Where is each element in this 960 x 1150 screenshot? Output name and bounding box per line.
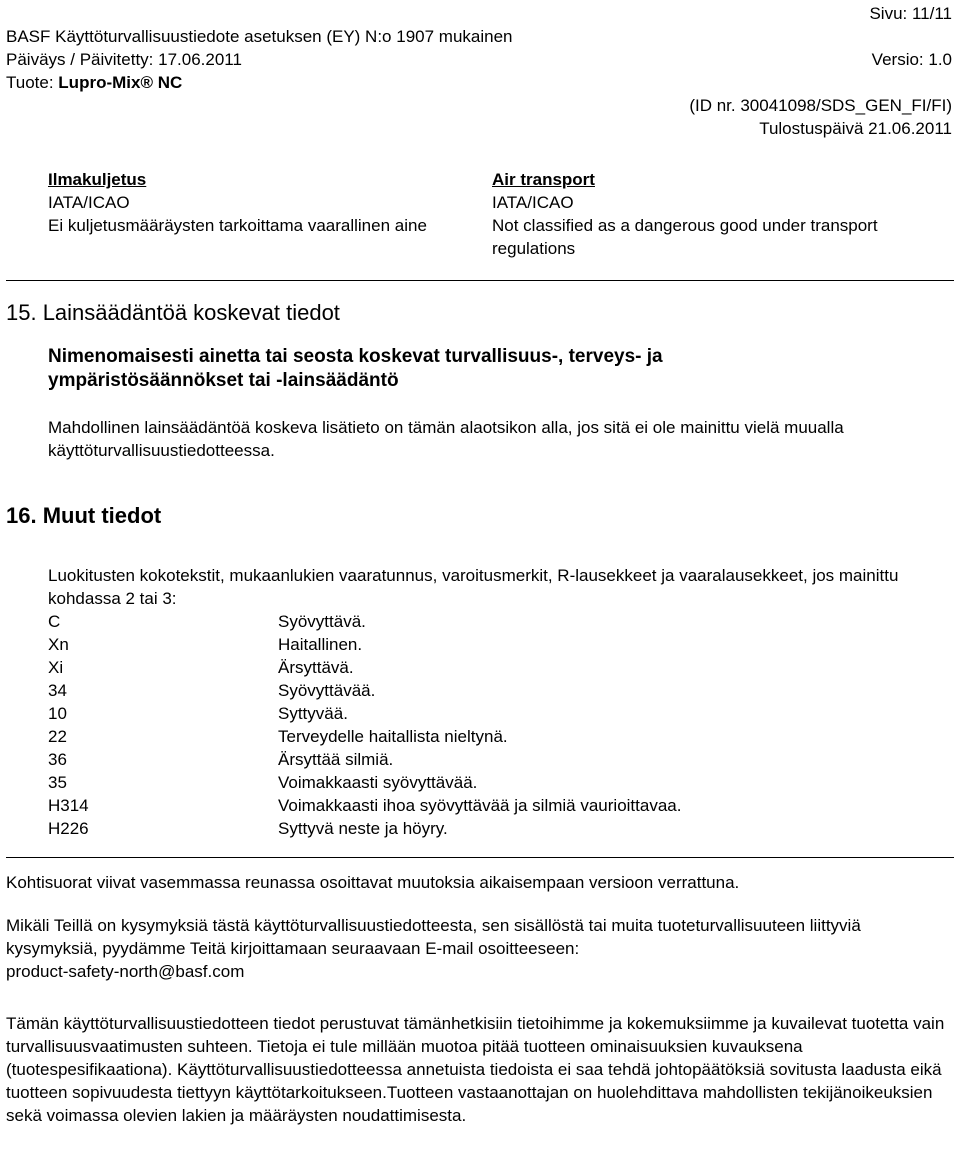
phrase-code: H226 [48,819,89,838]
phrase-text: Syttyvää. [278,704,348,723]
section-15-text: Mahdollinen lainsäädäntöä koskeva lisätieto on tämän alaotsikon alla, jos sitä ei ole mainittu vielä muualla käyttöturvallisuustiedotteessa. [48,418,844,460]
product-line [6,71,182,94]
document-title: BASF Käyttöturvallisuustiedote asetuksen (EY) N:o 1907 mukainen [6,27,513,46]
phrase-code: 36 [48,750,67,769]
air-transport-code-fi: IATA/ICAO [48,193,130,212]
change-note: Kohtisuorat viivat vasemmassa reunassa osoittavat muutoksia aikaisempaan versioon verrattuna. [6,873,740,892]
phrase-text: Haitallinen. [278,635,363,654]
product-name: Lupro-Mix® NC [58,73,183,92]
section-15-heading: 15. Lainsäädäntöä koskevat tiedot [6,300,340,325]
air-transport-code-en: IATA/ICAO [492,193,574,212]
contact-email: product-safety-north@basf.com [6,962,245,981]
phrase-code: Xi [48,658,64,677]
disclaimer-text: Tämän käyttöturvallisuustiedotteen tiedot perustuvat tämänhetkisiin tietoihimme ja kokemuksiimme ja kuvailevat tuotetta vain turvallisuusvaatimusten suhteen. Tietoja ei tule millään muotoa pitää tuotteen ominaisuuksien kuvauksena (tuotespesifikaationa). Käyttöturvallisuustiedotteessa annetuista tiedoista ei saa tehdä johtopäätöksiä sovitusta laadusta eikä tuotteen sopivuudesta tiettyyn käyttötarkoitukseen.Tuotteen vastaanottajan on huolehdittava mahdollisten tekijänoikeuksien sekä voimassa olevien lakien ja määräysten noudattimisesta. [6,1014,945,1125]
phrase-code: Xn [48,635,69,654]
phrase-code: C [48,612,61,631]
contact-text: Mikäli Teillä on kysymyksiä tästä käyttöturvallisuustiedotteesta, sen sisällöstä tai muita tuoteturvallisuuteen liittyviä kysymyksiä, pyydämme Teitä kirjoittamaan seuraavaan E-mail osoitteeseen: [6,916,861,958]
section-15-subheading: Nimenomaisesti ainetta tai seosta koskevat turvallisuus-, terveys- ja ympäristösäännökset tai -lainsäädäntö [48,346,663,391]
air-transport-text-fi: Ei kuljetusmääräysten tarkoittama vaarallinen aine [48,216,427,235]
page-number: Sivu: 11/11 [869,4,952,23]
section-16-heading: 16. Muut tiedot [6,503,162,528]
product-label: Tuote: [6,73,59,92]
revision-date: Päiväys / Päivitetty: 17.06.2011 [6,50,242,69]
phrase-text: Voimakkaasti syövyttävää. [278,773,478,792]
section-16-intro: Luokitusten kokotekstit, mukaanlukien vaaratunnus, varoitusmerkit, R-lausekkeet ja vaaralausekkeet, jos mainittu kohdassa 2 tai 3: [48,566,899,608]
phrase-text: Syövyttävää. [278,681,376,700]
phrase-text: Voimakkaasti ihoa syövyttävää ja silmiä vaurioittavaa. [278,796,682,815]
phrase-code: 22 [48,727,67,746]
air-transport-text-en: Not classified as a dangerous good under transport regulations [492,216,878,258]
phrase-code: 35 [48,773,67,792]
section-divider [6,280,954,281]
phrase-text: Ärsyttävä. [278,658,354,677]
phrase-code: H314 [48,796,89,815]
air-transport-heading-fi: Ilmakuljetus [48,170,147,189]
phrase-text: Terveydelle haitallista nieltynä. [278,727,508,746]
phrase-code: 34 [48,681,67,700]
footer-divider [6,857,954,858]
phrase-text: Syttyvä neste ja höyry. [278,819,448,838]
document-id: (ID nr. 30041098/SDS_GEN_FI/FI) [689,96,952,115]
phrase-code: 10 [48,704,67,723]
phrase-text: Syövyttävä. [278,612,366,631]
print-date: Tulostuspäivä 21.06.2011 [759,119,952,138]
phrase-text: Ärsyttää silmiä. [278,750,394,769]
version-label: Versio: 1.0 [871,50,952,69]
air-transport-heading-en: Air transport [492,170,595,189]
